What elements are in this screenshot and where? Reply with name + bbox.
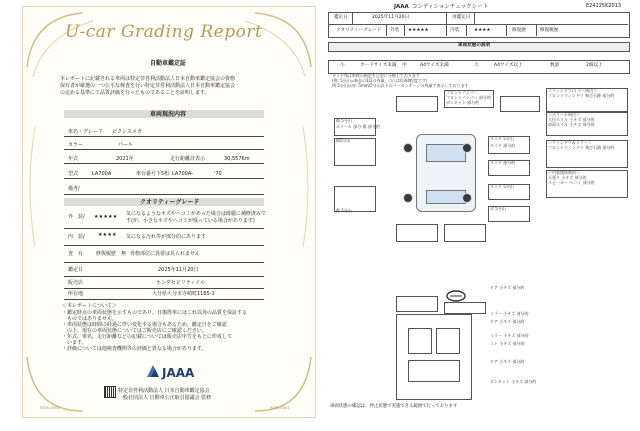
shop-label: 販売店 — [68, 280, 84, 286]
lower-note-6: ドア 小キズ 部分的 — [490, 359, 525, 364]
certificate-heading: 自動車鑑定証 — [150, 60, 187, 67]
note-line-1: ・鑑定時点の車両状態を示すものであり、日傷得車にはこれ以外の品質を保証する — [62, 310, 248, 316]
exterior-label: 外 装/ — [68, 214, 85, 220]
legend-count-value: 2個以上 — [586, 63, 603, 68]
jaaa-logo-icon — [146, 364, 160, 378]
left-note-2: ホイール 部分 傷 部分的 — [336, 124, 380, 129]
note-r1-1: フロントバンパー — [446, 90, 478, 95]
footer-right: E000-0001 — [270, 406, 290, 410]
sheet-ext-label: 外装 — [390, 28, 400, 33]
repair-status: 修復履歴 無 — [96, 251, 127, 257]
legend-small: 小 — [340, 63, 345, 68]
sheet-ext-stars: ★★★★★ — [408, 28, 429, 33]
guide-line-3: 例 5分山以外: 5mm/5分山以下のバーセンテージの残量で表示しております — [332, 83, 469, 88]
note-line-2: ものではありません。 — [62, 316, 118, 322]
note-r2-5: 車両ホイル 小キズ 部分的 — [548, 122, 595, 127]
jaaa-logo-text: JAAA — [162, 366, 195, 380]
steering-wheel-icon — [446, 290, 466, 302]
note-r1-3: ボンネット 部分的 — [446, 100, 480, 105]
interior-stars: ★★★★ — [98, 232, 117, 238]
wheel-front-left-icon — [403, 143, 413, 153]
exterior-desc-1: 気になるようなキズやヘコミがあった場合は綺麗に補修済みで — [126, 211, 266, 217]
note-r3-2: フロントウインドウ 飛び石跡 部分的 — [548, 145, 615, 150]
note-r2-1: ＜ウィンドウ/ミラー周辺＞ — [548, 88, 598, 93]
legend-a4-under: A4サイズ未満 — [420, 63, 449, 68]
diagram-box-top-right — [500, 96, 540, 112]
wheel-front-right-icon — [462, 143, 472, 153]
seat-rear — [408, 360, 460, 382]
lower-note-2: ミラー 小キズ 部分的 — [490, 311, 529, 316]
sheet-quality-label: クオリティーグレード — [336, 28, 382, 33]
org-line-1: 特定非営利活動法人 日本自動車鑑定協会 — [118, 388, 210, 394]
model-value: LA700A — [92, 171, 112, 177]
repair-desc: 骨格部位に異常は見られません — [130, 251, 201, 257]
diagram-box-lower-mid — [444, 302, 486, 314]
wheel-rear-right-icon — [462, 193, 472, 203]
note-r4-3: スピ一カー ヘコミ 部分的 — [548, 180, 595, 185]
legend-medium: 中 — [402, 63, 407, 68]
diagram-box-bottom-left — [396, 224, 438, 242]
location-label: 所在地 — [68, 291, 84, 297]
repair-label: 査 有 — [68, 251, 84, 257]
right-note-5: ボ 5分山 — [490, 206, 506, 211]
notes-label: 備考/ — [68, 186, 80, 192]
lower-note-1: ドア 小キズ 部分的 — [490, 285, 525, 290]
note-r3-1: ＜ウインドウ＆ミラー＞ — [548, 140, 592, 145]
car-windshield — [426, 144, 466, 162]
diagram-box-bottom-mid — [444, 224, 486, 242]
interior-diagram — [396, 314, 472, 400]
intro-line-2: 保有者が厳選の一つ公平な検査を行い特定非営利活動法人日本自動車鑑定協会 — [60, 83, 236, 89]
chassis-label: 車台番号下5桁 — [136, 171, 170, 177]
mileage-value: 30,557Km — [224, 156, 250, 162]
diagram-box-top-left — [396, 96, 438, 112]
legend-card: カードサイズ未満 — [360, 63, 397, 68]
note-r2-3: ＜ホイール周辺＞ — [548, 112, 580, 117]
interior-desc: 気になる汚れ等が部分的にあります — [126, 234, 207, 240]
lower-note-5: スト 小キズ 部分的 — [490, 341, 525, 346]
sheet-int-label: 内装 — [450, 28, 460, 33]
legend-a4-over: A4サイズ以上 — [494, 63, 523, 68]
guide-line-1: タイヤ残は車検の指定を目安に分類しております — [332, 73, 420, 78]
inspection-date-label: 鑑定日 — [68, 267, 84, 273]
qr-code-icon — [104, 386, 116, 398]
sheet-int-stars: ★★★★ — [474, 28, 491, 33]
intro-line-3: の定める基準にて品質評価を行ったものであることを証明します。 — [60, 90, 210, 96]
reinspect-label: 再鑑定日 — [452, 15, 471, 20]
seat-front-left — [408, 328, 432, 354]
shop-value: ホンダセビリティイル — [156, 280, 206, 286]
vehicle-heading: 車両現況内容 — [150, 111, 187, 118]
right-note-1: タイヤ 5分山 — [490, 136, 514, 141]
diagram-box-lower-left — [396, 296, 438, 312]
note-line-4: の上、現在の車両状態についてはご販売店にご確認ください。 — [62, 328, 207, 334]
guide-line-2: (例: 5分山=新品の1/2の残量、○○は約3/4程度です) — [332, 78, 428, 83]
color-value: パール — [118, 142, 133, 148]
report-note-heading: ＜本レポートについて＞ — [62, 303, 117, 309]
car-rear-window — [426, 190, 466, 204]
lower-note-4: ミラー 小キズ 部分的 — [490, 333, 529, 338]
legend-large: 大 — [474, 63, 479, 68]
left-note-4: 傷 5分山 — [336, 208, 352, 213]
mileage-label: 走行距離計表示 — [170, 156, 206, 162]
model-label: 型式 — [68, 171, 79, 177]
location-value: 大分県大分市寺崎町1165-1 — [152, 291, 215, 297]
note-r4-1: ＜内装関係箇所＞ — [548, 170, 580, 175]
exterior-desc-2: す(が、小さなキズやヘコミが残っている場合があります) — [126, 218, 255, 224]
footer-left: E000-0001 — [40, 406, 60, 410]
wheel-rear-left-icon — [403, 193, 413, 203]
left-note-3: 傷5分山 — [336, 138, 351, 143]
note-line-5: ・年式、車名、走行距離などの記載については販売店申告をもとに作成して — [62, 334, 232, 340]
inspection-date-value: 2025年11月20日 — [158, 267, 199, 273]
sheet-footer: 車両状態の確認は、停止状態で実施できる範囲で行っております — [330, 404, 458, 409]
sheet-repair-label: 修復歴 — [512, 28, 526, 33]
note-r2-4: 大径ホイル 小キズ 部分的 — [548, 117, 595, 122]
left-note-1: 傷 5分山 — [336, 118, 352, 123]
year-label: 年式 — [68, 156, 79, 162]
chassis-value: LA700A- — [172, 171, 193, 177]
name-label: 車名・グレード — [68, 129, 104, 135]
sheet-date-value: 2025年11月20日 — [372, 15, 410, 20]
sheet-brand: JAAA — [394, 4, 409, 10]
name-value: ピクシスメガ — [112, 129, 142, 135]
note-line-6: います。 — [62, 340, 87, 346]
seat-front-right — [436, 328, 460, 354]
org-line-2: 一般社団法人 自動車公正取引協議会 監修 — [118, 395, 212, 401]
note-r2-2: フロントウィンドウ 飛び石跡 部分的 — [548, 93, 615, 98]
exterior-stars: ★★★★★ — [94, 214, 118, 220]
sheet-title: コンディションチェックシート — [412, 4, 489, 10]
lower-note-7: ボンネット 小キズ 部分的 — [490, 379, 537, 384]
intro-line-1: 本レポートに記載される車両は特定非営利活動法人日本自動車鑑定協会の資格 — [60, 76, 236, 82]
right-note-3: タイヤ 部分的 — [490, 160, 516, 165]
year-value: 2021年 — [116, 156, 134, 162]
sheet-date-label: 鑑定日 — [334, 15, 348, 20]
interior-label: 内 装/ — [68, 234, 85, 240]
legend-count-label: 数量 — [550, 63, 560, 68]
note-line-7: ・評価については他検査機関等の評価と異なる場合があります。 — [62, 346, 207, 352]
right-note-2: タイヤ 部分的 — [490, 143, 516, 148]
color-label: カラー — [68, 142, 84, 148]
quality-heading: クオリティーグレード — [140, 199, 200, 206]
sheet-repair-value: 修復履歴 — [540, 28, 559, 33]
damage-heading: 車両状態の説明 — [458, 43, 491, 48]
note-r4-2: 天張り 小キズ 部分的 — [548, 175, 587, 180]
lower-note-3: ドア 小キズ 部分的 — [490, 319, 525, 324]
chassis-tail: '70 — [214, 171, 222, 177]
note-r1-2: フロントバンパー 部分的 — [446, 95, 491, 100]
note-line-3: ・車両状態は時間の経過に伴い変化する場合もあるため、鑑定日をご確認 — [62, 322, 227, 328]
sheet-doc-no: E24125K2013 — [586, 3, 622, 9]
right-note-4: タイヤ 5分山 — [490, 184, 514, 189]
report-script-title: U-car Grading Report — [65, 22, 263, 42]
